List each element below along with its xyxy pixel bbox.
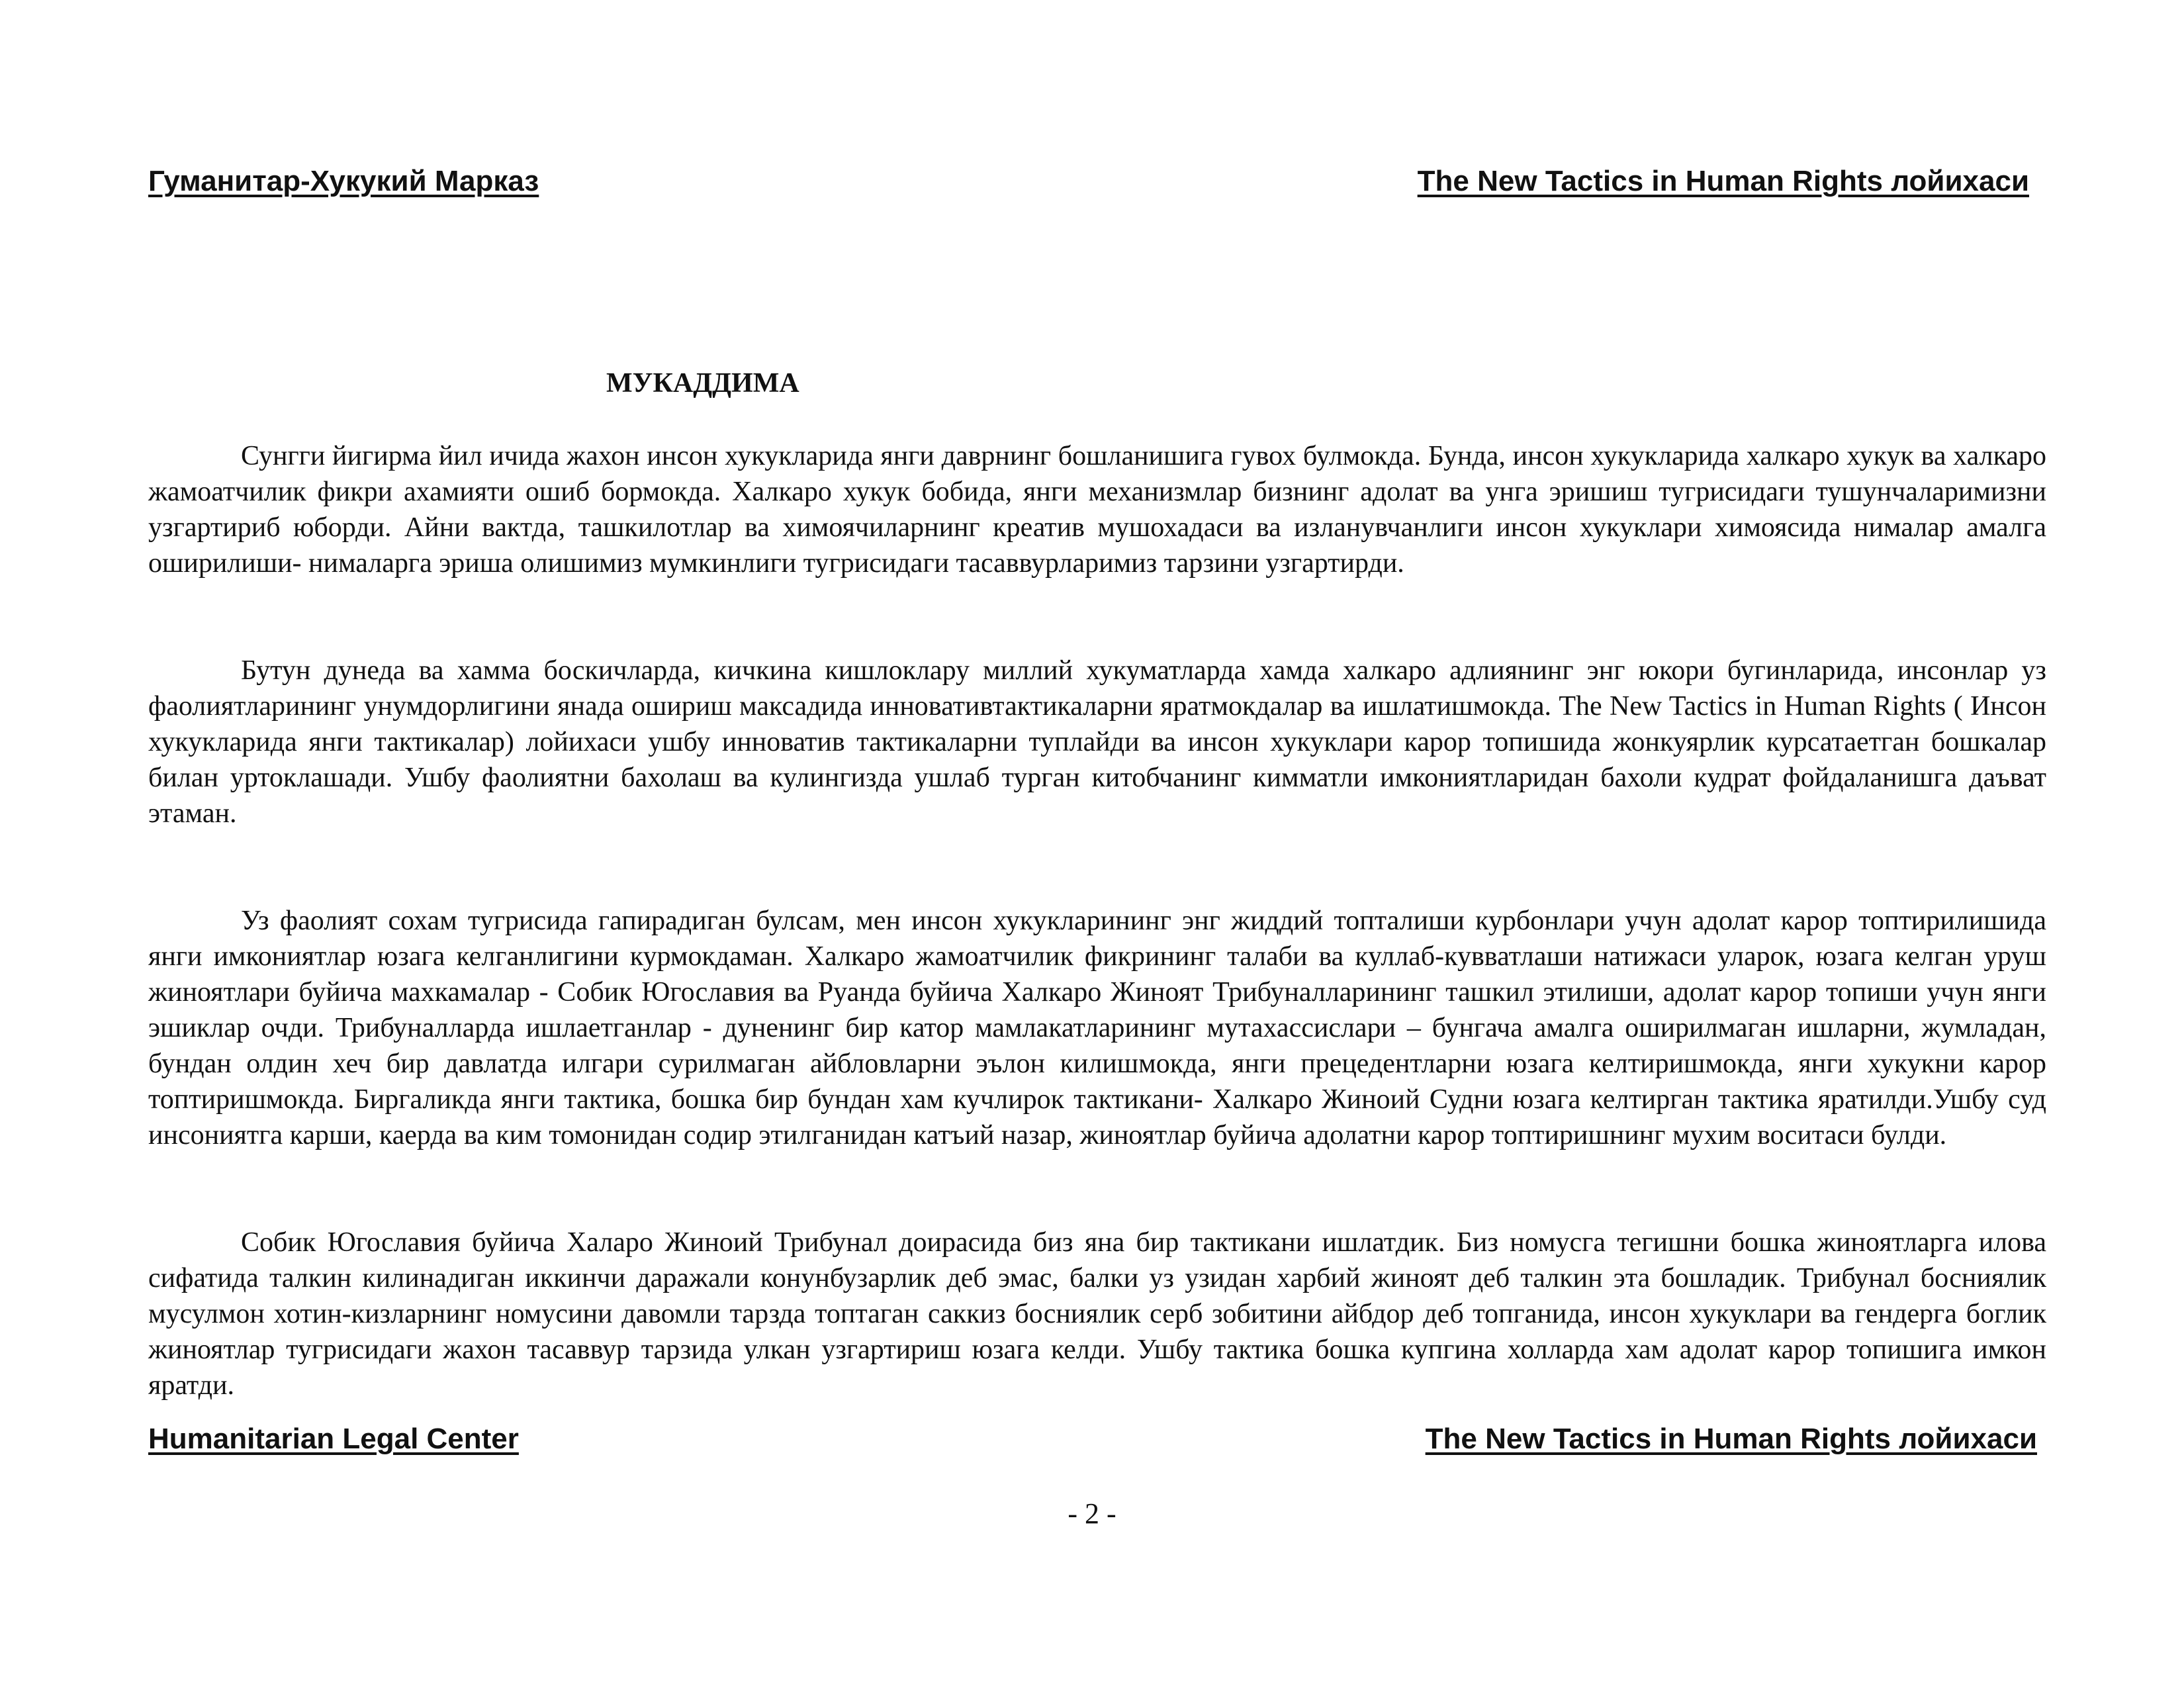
header-organization: Гуманитар-Хукукий Марказ <box>148 165 539 197</box>
header-project: The New Tactics in Human Rights лойихаси <box>1417 165 2029 197</box>
page-number: - 2 - <box>1068 1497 1116 1530</box>
paragraph-4: Собик Югославия буйича Халаро Жиноий Трибунал доирасида биз яна бир тактикани ишлатдик. Биз номусга тегишни бошка жиноятларга илова сифатида талкин килинадиган иккинчи даражали конунбузарлик деб эмас, балки уз узидан харбий жиноят деб талкин эта бошладик. Трибунал босниялик мусулмон хотин-кизларнинг номусини давомли тарзда топтаган саккиз босниялик серб зобитини айбдор деб топганида, инсон хукуклари ва гендерга боглик жиноятлар тугрисидаги жахон тасаввур тарзида улкан узгартириш юзага келди. Ушбу тактика бошка купгина холларда хам адолат карор топишига имкон яратди. <box>148 1227 2046 1401</box>
footer-organization: Humanitarian Legal Center <box>148 1423 519 1455</box>
document-body <box>148 438 2046 1403</box>
paragraph-3: Уз фаолият сохам тугрисида гапирадиган булсам, мен инсон хукукларининг энг жиддий топталиши курбонлари учун адолат карор топтирилишида янги имкониятлар юзага келганлигини курмокдаман. Халкаро жамоатчилик фикрининг талаби ва куллаб-кувватлаши натижаси уларок, юзага келган уруш жиноятлари буйича махкамалар - Собик Югославия ва Руанда буйича Халкаро Жиноят Трибуналларининг ташкил этилиши, адолат карор топиши учун янги эшиклар очди. Трибуналларда ишлаетганлар - дуненинг бир катор мамлакатларининг мутахассислари – бунгача амалга оширилмаган ишларни, жумладан, бундан олдин хеч бир давлатда илгари сурилмаган айбловларни эълон килишмокда, янги прецедентларни юзага келтиришмокда, янги хукукни карор топтиришмокда. Биргаликда янги тактика, бошка бир бундан хам кучлирок тактикани- Халкаро Жиноий Судни юзага келтирган тактика яратилди.Ушбу суд инсониятга карши, каерда ва ким томонидан содир этилганидан катъий назар, жиноятлар буйича адолатни карор топтиришнинг мухим воситаси булди. <box>148 906 2046 1150</box>
page-title: МУКАДДИМА <box>606 368 799 399</box>
footer-project: The New Tactics in Human Rights лойихаси <box>1425 1423 2037 1455</box>
paragraph-2: Бутун дунеда ва хамма боскичларда, кичкина кишлоклару миллий хукуматларда хамда халкаро адлиянинг энг юкори бугинларида, инсонлар уз фаолиятларининг унумдорлигини янада ошириш максадида инновативтактикаларни яратмокдалар ва ишлатишмокда. The New Tactics in Human Rights ( Инсон хукукларида янги тактикалар) лойихаси ушбу инноватив тактикаларни туплайди ва инсон хукуклари карор топишида жонкуярлик курсатаетган бошкалар билан уртоклашади. Ушбу фаолиятни бахолаш ва кулингизда ушлаб турган китобчанинг кимматли имкониятларидан бахоли кудрат фойдаланишга даъват этаман. <box>148 655 2046 829</box>
paragraph-1: Сунгги йигирма йил ичида жахон инсон хукукларида янги даврнинг бошланишига гувох булмокда. Бунда, инсон хукукларида халкаро хукук ва халкаро жамоатчилик фикри ахамияти ошиб бормокда. Халкаро хукук бобида, янги механизмлар бизнинг адолат ва унга эришиш тугрисидаги тушунчаларимизни узгартириб юборди. Айни вактда, ташкилотлар ва химоячиларнинг креатив мушохадаси ва изланувчанлиги инсон хукуклари химоясида нималар амалга оширилиши- нималарга эриша олишимиз мумкинлиги тугрисидаги тасаввурларимиз тарзини узгартирди. <box>148 441 2046 579</box>
